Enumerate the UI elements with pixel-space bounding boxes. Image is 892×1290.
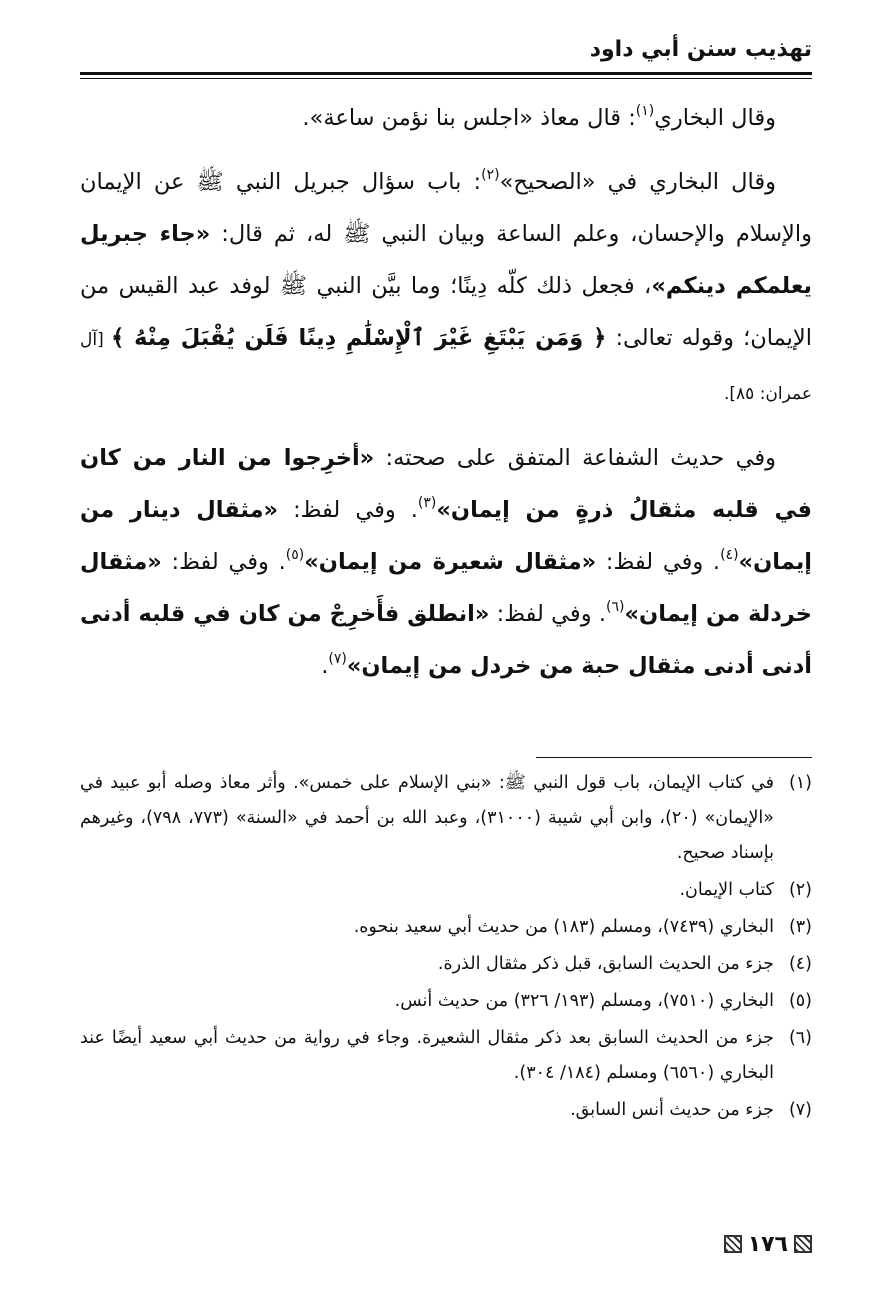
header-rule xyxy=(80,72,812,75)
ornament-icon xyxy=(794,1235,812,1253)
p3-hadith-3: «مثقال شعيرة من إيمان» xyxy=(304,549,597,575)
footnote-ref-3[interactable]: (٣) xyxy=(417,495,437,511)
footnote-5 xyxy=(80,984,812,1019)
ornament-icon xyxy=(724,1235,742,1253)
footnote-3 xyxy=(80,910,812,945)
p3-text-e: . وفي لفظ: xyxy=(596,549,721,575)
running-header-title: تهذيب سنن أبي داود xyxy=(589,37,812,62)
p1-text-b: : قال معاذ «اجلس بنا نؤمن ساعة». xyxy=(302,105,636,131)
footnote-ref-1[interactable]: (١) xyxy=(635,103,655,119)
footnote-ref-2[interactable]: (٢) xyxy=(481,167,500,183)
footnote-ref-4[interactable]: (٤) xyxy=(720,547,739,563)
p3-text-g: . وفي لفظ: xyxy=(161,549,286,575)
p3-hadith-4: «مثقال خردلة من إيمان» xyxy=(80,549,812,627)
footnote-text: جزء من الحديث السابق بعد ذكر مثقال الشعيرة. وجاء في رواية من حديث أبي سعيد أيضًا عند البخاري (٦٥٦٠) ومسلم (١٨٤/ ٣٠٤). xyxy=(80,1028,774,1083)
footnote-ref-5[interactable]: (٥) xyxy=(285,547,305,563)
footnote-text: في كتاب الإيمان، باب قول النبي ﷺ: «بني الإسلام على خمس». وأثر معاذ وصله أبو عبيد في «الإيمان» (٢٠)، وابن أبي شيبة (٣١٠٠٠)، وعبد الله بن أحمد في «السنة» (٧٧٣، ٧٩٨)، وغيرهم بإسناد صحيح. xyxy=(80,773,775,863)
p3-text-c: . وفي لفظ: xyxy=(278,497,418,523)
p3-hadith-5: «انطلق فأَخرِجْ من كان في قلبه أدنى أدنى أدنى مثقال حبة من خردل من إيمان» xyxy=(80,601,812,679)
main-text xyxy=(80,92,812,692)
footnote-1 xyxy=(80,766,812,871)
p2-text-d: ، فجعل ذلك كلّه دِينًا؛ وما بيَّن النبي ﷺ لوفد عبد القيس من الإيمان؛ وقوله تعالى: xyxy=(80,273,812,351)
paragraph-3 xyxy=(80,432,812,692)
p2-hadith-quote: «جاء جبريل يعلمكم دينكم» xyxy=(80,221,812,299)
p3-hadith-1: «أخرِجوا من النار من كان في قلبه مثقالُ ذرةٍ من إيمان» xyxy=(80,445,812,523)
footnote-7 xyxy=(80,1093,812,1128)
p3-text-a: وفي حديث الشفاعة المتفق على صحته: xyxy=(374,445,776,471)
header-rule-thin xyxy=(80,78,812,79)
p3-text-i: . وفي لفظ: xyxy=(489,601,607,627)
page-number: ١٧٦ xyxy=(747,1231,788,1257)
footnotes xyxy=(80,766,812,1130)
footnote-number: (٥) xyxy=(788,991,812,1011)
footnote-separator xyxy=(536,757,812,758)
footnote-number: (٦) xyxy=(788,1028,812,1048)
footnote-text: كتاب الإيمان. xyxy=(679,880,774,900)
footnote-4 xyxy=(80,947,812,982)
p2-text-b: : باب سؤال جبريل النبي ﷺ عن الإيمان والإسلام والإحسان، وعلم الساعة وبيان النبي ﷺ له، ثم قال: xyxy=(80,169,813,247)
footnote-number: (٧) xyxy=(788,1100,812,1120)
footnote-text: البخاري (٧٥١٠)، ومسلم (١٩٣/ ٣٢٦) من حديث أنس. xyxy=(394,991,774,1011)
paragraph-1 xyxy=(80,92,812,144)
p1-text-a: وقال البخاري xyxy=(654,105,776,131)
footnote-6 xyxy=(80,1021,812,1091)
footnote-text: جزء من الحديث السابق، قبل ذكر مثقال الذرة. xyxy=(437,954,774,974)
footnote-number: (٣) xyxy=(788,917,812,937)
footnote-ref-6[interactable]: (٦) xyxy=(606,599,625,615)
quran-verse: ﴿ وَمَن يَبْتَغِ غَيْرَ ٱلْإِسْلَٰمِ دِينًا فَلَن يُقْبَلَ مِنْهُ ﴾ xyxy=(111,325,607,351)
p3-text-k: . xyxy=(321,653,329,679)
footnote-2 xyxy=(80,873,812,908)
paragraph-2 xyxy=(80,156,812,420)
p3-hadith-2: «مثقال دينار من إيمان» xyxy=(80,497,812,575)
footnote-text: البخاري (٧٤٣٩)، ومسلم (١٨٣) من حديث أبي سعيد بنحوه. xyxy=(353,917,774,937)
footnote-ref-7[interactable]: (٧) xyxy=(328,651,347,667)
p2-text-a: وقال البخاري في «الصحيح» xyxy=(499,169,777,195)
footnote-number: (١) xyxy=(788,773,812,793)
footnote-text: جزء من حديث أنس السابق. xyxy=(570,1100,774,1120)
footnote-number: (٤) xyxy=(788,954,812,974)
quran-reference: [آل عمران: ٨٥]. xyxy=(80,330,812,404)
footnote-number: (٢) xyxy=(788,880,812,900)
page-number-block xyxy=(724,1226,812,1262)
